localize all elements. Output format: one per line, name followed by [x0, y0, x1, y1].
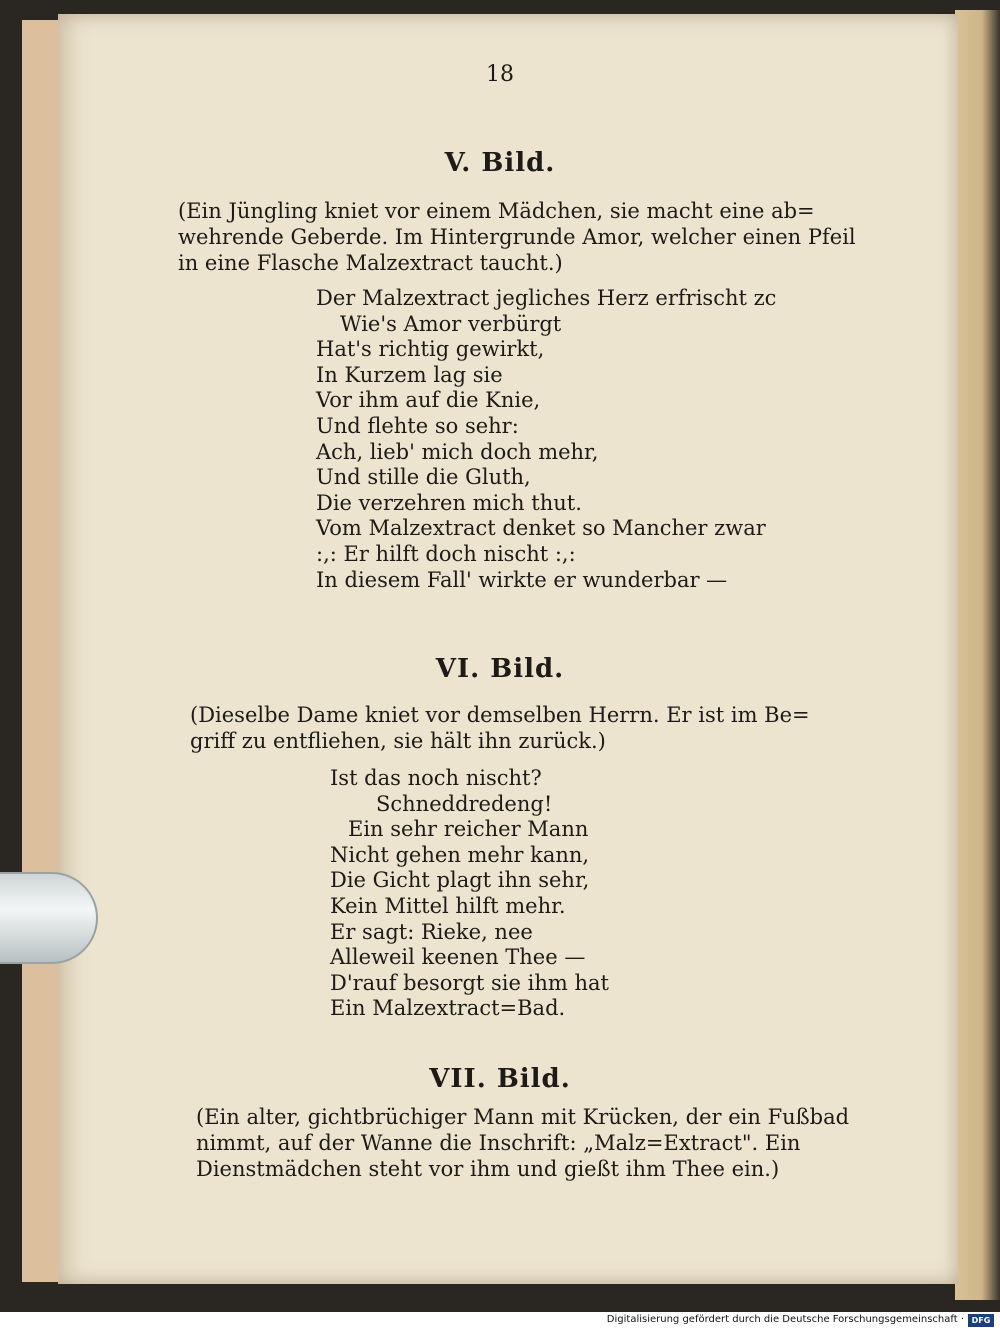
verse-line: Ist das noch nischt?: [330, 766, 542, 790]
verse-line: Er sagt: Rieke, nee: [330, 919, 533, 944]
verse-line: Alleweil keenen Thee —: [330, 945, 586, 970]
page-number: 18: [486, 62, 514, 87]
section-heading-vi: VI. Bild.: [435, 654, 565, 684]
verse-line: In Kurzem lag sie: [316, 362, 503, 387]
direction-line: griff zu entfliehen, sie hält ihn zurück.): [190, 729, 606, 753]
verse-vi: [330, 766, 609, 1022]
verse-line: Ein sehr reicher Mann: [348, 817, 589, 842]
verse-v: [316, 286, 776, 593]
section-heading-v: V. Bild.: [444, 148, 556, 178]
direction-line: nimmt, auf der Wanne die Inschrift: „Malz=Extract". Ein: [196, 1131, 801, 1155]
verse-line: Wie's Amor verbürgt: [340, 311, 562, 336]
stage-direction-vi: [190, 702, 890, 754]
section-heading-vii: VII. Bild.: [429, 1064, 571, 1094]
verse-line: In diesem Fall' wirkte er wunderbar —: [316, 567, 728, 592]
verse-line: Vom Malzextract denket so Mancher zwar: [316, 516, 766, 541]
verse-line: Der Malzextract jegliches Herz erfrischt zc: [316, 286, 777, 310]
stage-direction-vii: [196, 1104, 902, 1182]
direction-line: (Dieselbe Dame kniet vor demselben Herrn. Er ist im Be=: [190, 703, 810, 727]
verse-line: Und stille die Gluth,: [316, 465, 531, 490]
direction-line: (Ein alter, gichtbrüchiger Mann mit Krücken, der ein Fußbad: [196, 1105, 850, 1129]
verse-line: Und flehte so sehr:: [316, 413, 519, 438]
verse-line: Schneddredeng!: [376, 791, 553, 816]
verse-line: Hat's richtig gewirkt,: [316, 337, 545, 362]
direction-line: in eine Flasche Malzextract taucht.): [178, 251, 563, 275]
direction-line: (Ein Jüngling kniet vor einem Mädchen, sie macht eine ab=: [178, 199, 815, 223]
direction-line: wehrende Geberde. Im Hintergrunde Amor, welcher einen Pfeil: [178, 225, 856, 249]
verse-line: Ach, lieb' mich doch mehr,: [316, 439, 599, 464]
verse-line: Ein Malzextract=Bad.: [330, 996, 566, 1021]
stage-direction-v: [178, 198, 878, 276]
dfg-logo: DFG: [968, 1314, 994, 1327]
verse-line: Vor ihm auf die Knie,: [316, 388, 541, 413]
verse-line: :,: Er hilft doch nischt :,:: [316, 541, 576, 566]
footer-bar: [0, 1312, 1000, 1330]
verse-line: Kein Mittel hilft mehr.: [330, 893, 566, 918]
funding-notice: Digitalisierung gefördert durch die Deutsche Forschungsgemeinschaft ·: [606, 1314, 964, 1325]
verse-line: Die verzehren mich thut.: [316, 490, 582, 515]
verse-line: Nicht gehen mehr kann,: [330, 842, 590, 867]
verse-line: Die Gicht plagt ihn sehr,: [330, 868, 590, 893]
verse-line: D'rauf besorgt sie ihm hat: [330, 970, 609, 995]
direction-line: Dienstmädchen steht vor ihm und gießt ihm Thee ein.): [196, 1157, 780, 1181]
